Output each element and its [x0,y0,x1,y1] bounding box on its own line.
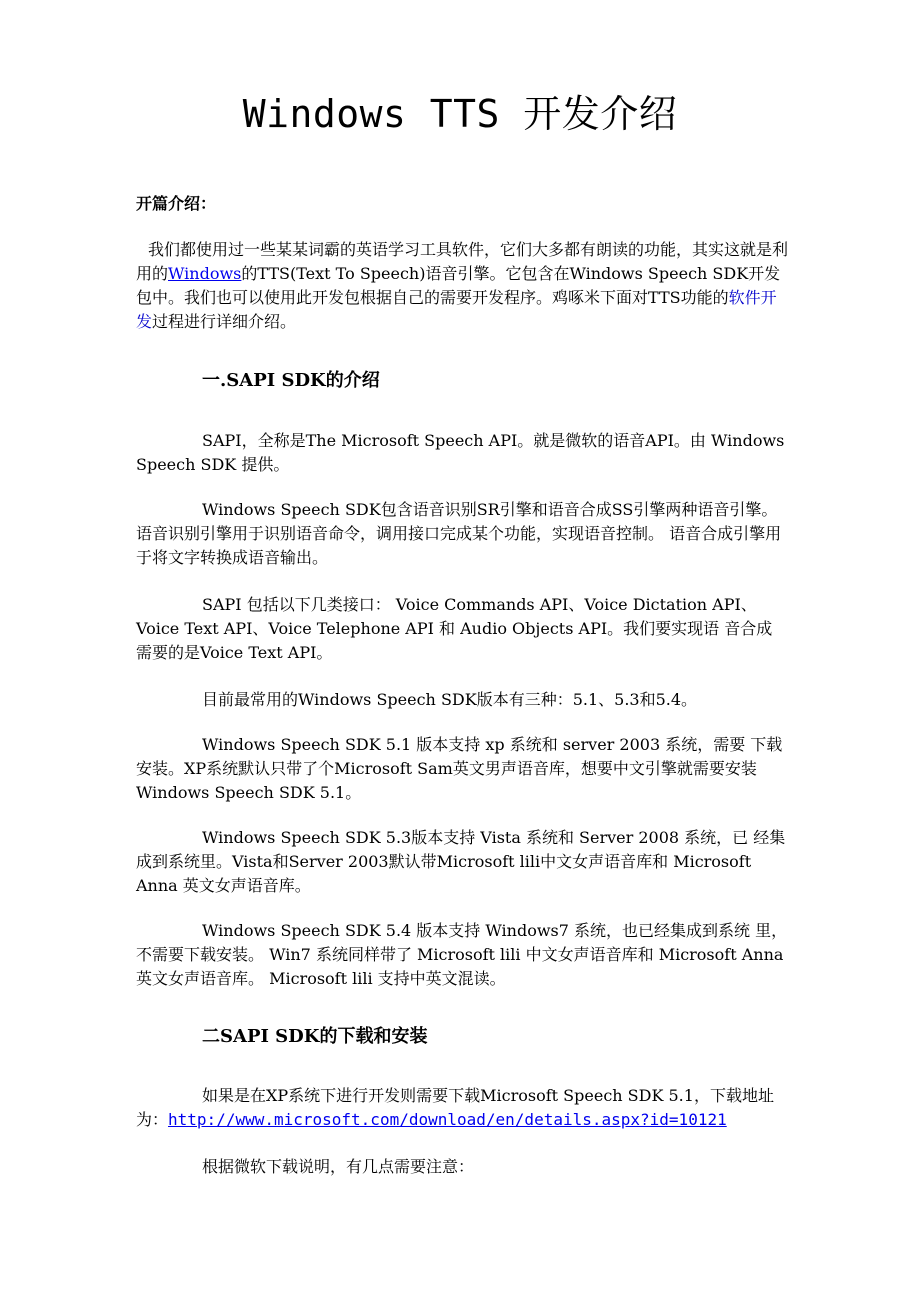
paragraph-download [136,1084,788,1132]
page-title [0,88,920,140]
intro-text-3: 过程进行详细介绍。 [152,312,297,331]
section-heading-download: 二SAPI SDK的下载和安装 [202,1026,428,1047]
download-text: 如果是在XP系统下进行开发则需要下载Microsoft Speech SDK 5.1，下载地址为： [136,1086,774,1129]
software-dev-link[interactable]: 软件开发 [136,288,777,331]
paragraph-sdk-51: Windows Speech SDK 5.1 版本支持 xp 系统和 server 2003 系统，需要 下载安装。XP系统默认只带了个Microsoft Sam英文男声语音库，想要中文引擎就需要安装 Windows Speech SDK 5.1。 [136,735,783,802]
title-latin: Windows TTS [242,92,524,136]
download-url-link[interactable]: http://www.microsoft.com/download/en/details.aspx?id=10121 [168,1110,727,1129]
paragraph-sdk-54: Windows Speech SDK 5.4 版本支持 Windows7 系统，也已经集成到系统 里，不需要下载安装。 Win7 系统同样带了 Microsoft lili 中文女声语音库和 Microsoft Anna 英文女声语音库。 Microsoft lili 支持中英文混读。 [136,921,788,988]
paragraph-sdk-contents: Windows Speech SDK包含语音识别SR引擎和语音合成SS引擎两种语音引擎。语音识别引擎用于识别语音命令，调用接口完成某个功能，实现语音控制。 语音合成引擎用于将文字转换成语音输出。 [136,500,782,567]
intro-text-1: 我们都使用过一些某某词霸的英语学习工具软件，它们大多都有朗读的功能，其实这就是利用的 [136,240,789,283]
paragraph-versions: 目前最常用的Windows Speech SDK版本有三种：5.1、5.3和5.4。 [202,690,698,709]
intro-heading: 开篇介绍： [136,194,217,213]
title-cjk: 开发介绍 [523,92,678,136]
windows-link[interactable]: Windows [168,264,242,283]
paragraph-sapi: SAPI，全称是The Microsoft Speech API。就是微软的语音API。由 Windows Speech SDK 提供。 [136,431,785,474]
section-heading-sapi-intro: 一.SAPI SDK的介绍 [202,370,380,391]
paragraph-interfaces: SAPI 包括以下几类接口： Voice Commands API、Voice Dictation API、 Voice Text API、Voice Telephone API 和 Audio Objects API。我们要实现语 音合成需要的是Voice Text API。 [136,595,773,662]
intro-paragraph [136,238,788,334]
paragraph-sdk-53: Windows Speech SDK 5.3版本支持 Vista 系统和 Server 2008 系统，已 经集成到系统里。Vista和Server 2003默认带Microsoft lili中文女声语音库和 Microsoft Anna 英文女声语音库。 [136,828,786,895]
paragraph-notes: 根据微软下载说明，有几点需要注意： [202,1157,475,1176]
intro-text-2: 的TTS(Text To Speech)语音引擎。它包含在Windows Speech SDK开发包中。我们也可以使用此开发包根据自己的需要开发程序。鸡啄米下面对TTS功能的 [136,264,781,307]
